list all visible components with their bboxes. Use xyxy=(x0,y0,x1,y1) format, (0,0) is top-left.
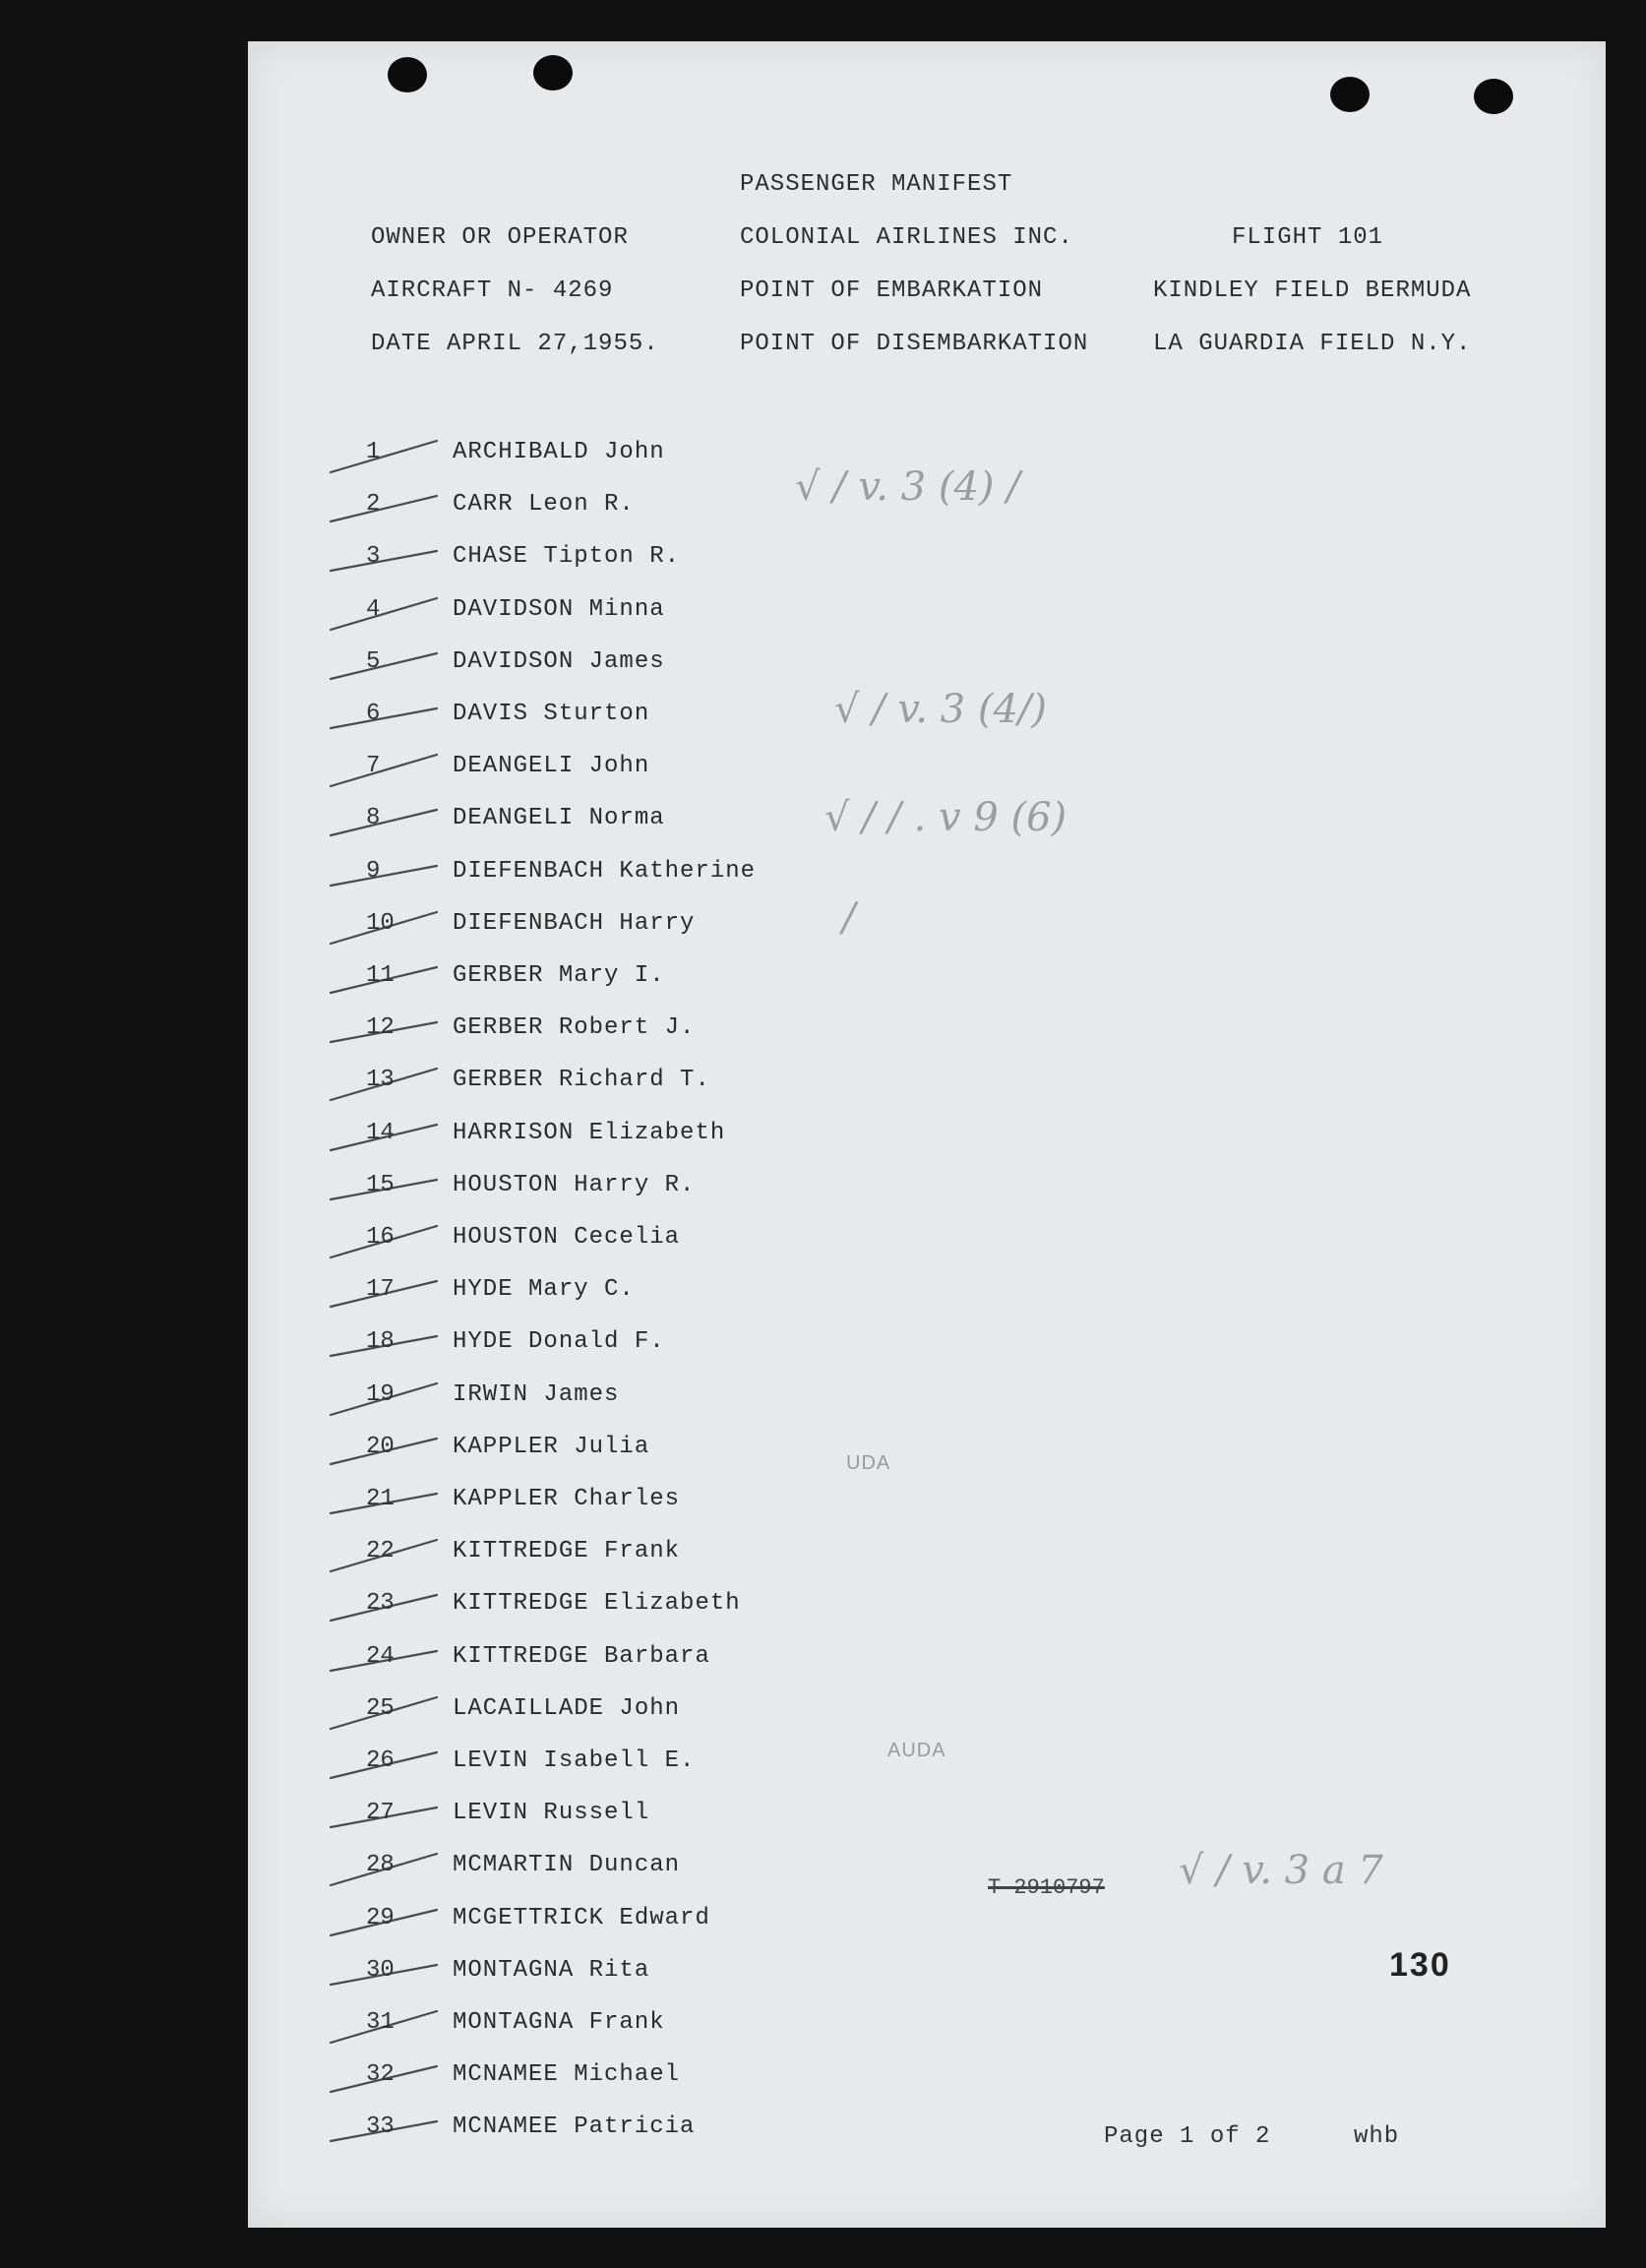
passenger-number: 30 xyxy=(366,1956,395,1984)
passenger-row xyxy=(248,2114,1606,2153)
passenger-number: 8 xyxy=(366,805,381,832)
stamp-mark: UDA xyxy=(846,1452,891,1474)
passenger-number: 12 xyxy=(366,1014,395,1042)
stamp-mark: AUDA xyxy=(887,1740,946,1761)
passenger-name: ARCHIBALD John xyxy=(453,439,665,465)
passenger-list xyxy=(248,41,1606,2228)
passenger-number: 24 xyxy=(366,1642,395,1670)
passenger-name: KAPPLER Charles xyxy=(453,1486,681,1512)
passenger-name: HYDE Mary C. xyxy=(453,1276,635,1304)
passenger-row xyxy=(248,753,1606,792)
passenger-name: KAPPLER Julia xyxy=(453,1433,650,1460)
passenger-number: 20 xyxy=(366,1433,395,1460)
manifest-page xyxy=(248,41,1606,2228)
passenger-name: LEVIN Isabell E. xyxy=(453,1747,696,1774)
passenger-row xyxy=(248,596,1606,636)
manifest-title: PASSENGER MANIFEST xyxy=(740,171,1013,198)
passenger-name: DAVIDSON Minna xyxy=(453,595,665,623)
passenger-name: CARR Leon R. xyxy=(453,491,635,519)
passenger-number: 18 xyxy=(366,1328,395,1356)
passenger-name: GERBER Mary I. xyxy=(453,962,665,989)
passenger-number: 4 xyxy=(366,595,381,623)
passenger-number: 3 xyxy=(366,543,381,571)
passenger-row xyxy=(248,1067,1606,1106)
passenger-name: DAVIS Sturton xyxy=(453,701,650,727)
passenger-row xyxy=(248,1905,1606,1944)
passenger-row xyxy=(248,910,1606,950)
passenger-number: 33 xyxy=(366,2114,395,2141)
passenger-name: HOUSTON Cecelia xyxy=(453,1224,681,1251)
passenger-number: 16 xyxy=(366,1224,395,1251)
passenger-name: MCNAMEE Michael xyxy=(453,2061,681,2089)
passenger-number: 10 xyxy=(366,909,395,937)
embarkation-label: POINT OF EMBARKATION xyxy=(740,277,1044,304)
passenger-row xyxy=(248,858,1606,897)
passenger-name: KITTREDGE Barbara xyxy=(453,1642,710,1670)
passenger-row xyxy=(248,1852,1606,1891)
passenger-number: 9 xyxy=(366,857,381,885)
passenger-name: HARRISON Elizabeth xyxy=(453,1119,726,1146)
passenger-name: MCMARTIN Duncan xyxy=(453,1852,681,1879)
passenger-number: 23 xyxy=(366,1590,395,1618)
passenger-number: 28 xyxy=(366,1852,395,1879)
passenger-number: 27 xyxy=(366,1800,395,1827)
embarkation-value: KINDLEY FIELD BERMUDA xyxy=(1153,277,1472,304)
handwritten-note: √ / v. 3 (4/) xyxy=(834,687,1047,732)
passenger-name: LACAILLADE John xyxy=(453,1694,681,1722)
passenger-row xyxy=(248,2061,1606,2101)
passenger-name: IRWIN James xyxy=(453,1380,620,1408)
handwritten-note: √ / v. 3 a 7 xyxy=(1179,1848,1383,1893)
passenger-number: 22 xyxy=(366,1538,395,1565)
passenger-row xyxy=(248,1224,1606,1263)
footer-initials: whb xyxy=(1354,2123,1400,2150)
owner-label: OWNER OR OPERATOR xyxy=(371,224,629,251)
passenger-number: 2 xyxy=(366,491,381,519)
passenger-row xyxy=(248,1800,1606,1839)
passenger-name: DIEFENBACH Katherine xyxy=(453,857,757,885)
passenger-name: CHASE Tipton R. xyxy=(453,543,681,571)
passenger-row xyxy=(248,1538,1606,1577)
passenger-row xyxy=(248,1172,1606,1211)
passenger-row xyxy=(248,648,1606,688)
passenger-row xyxy=(248,1486,1606,1525)
passenger-number: 14 xyxy=(366,1119,395,1146)
page-number: 130 xyxy=(1389,1946,1451,1984)
passenger-name: DEANGELI John xyxy=(453,753,650,780)
passenger-number: 15 xyxy=(366,1171,395,1198)
passenger-name: DAVIDSON James xyxy=(453,647,665,675)
passenger-number: 1 xyxy=(366,439,381,465)
footer-page-count: Page 1 of 2 xyxy=(1104,2123,1271,2150)
passenger-row xyxy=(248,1276,1606,1316)
passenger-name: KITTREDGE Frank xyxy=(453,1538,681,1565)
manifest-date: DATE APRIL 27,1955. xyxy=(371,331,659,357)
passenger-number: 17 xyxy=(366,1276,395,1304)
passenger-row xyxy=(248,1381,1606,1421)
flight-number: FLIGHT 101 xyxy=(1232,224,1384,251)
passenger-name: HOUSTON Harry R. xyxy=(453,1171,696,1198)
passenger-row xyxy=(248,1695,1606,1735)
passenger-row xyxy=(248,1120,1606,1159)
handwritten-note: √ / v. 3 (4) / xyxy=(795,464,1020,510)
passenger-name: MONTAGNA Rita xyxy=(453,1956,650,1984)
passenger-row xyxy=(248,962,1606,1002)
passenger-name: LEVIN Russell xyxy=(453,1800,650,1827)
passenger-name: GERBER Robert J. xyxy=(453,1014,696,1042)
passenger-name: MCNAMEE Patricia xyxy=(453,2114,696,2141)
passenger-name: HYDE Donald F. xyxy=(453,1328,665,1356)
owner-value: COLONIAL AIRLINES INC. xyxy=(740,224,1073,251)
aircraft-number: AIRCRAFT N- 4269 xyxy=(371,277,614,304)
passenger-number: 26 xyxy=(366,1747,395,1774)
passenger-name: GERBER Richard T. xyxy=(453,1067,710,1094)
disembarkation-label: POINT OF DISEMBARKATION xyxy=(740,331,1089,357)
passenger-number: 29 xyxy=(366,1904,395,1931)
passenger-name: KITTREDGE Elizabeth xyxy=(453,1590,741,1618)
passenger-name: DIEFENBACH Harry xyxy=(453,909,696,937)
passenger-number: 5 xyxy=(366,647,381,675)
passenger-row xyxy=(248,543,1606,582)
passenger-row xyxy=(248,1590,1606,1629)
passenger-number: 31 xyxy=(366,2009,395,2036)
passenger-row xyxy=(248,2009,1606,2049)
passenger-number: 19 xyxy=(366,1380,395,1408)
passenger-row xyxy=(248,1328,1606,1368)
passenger-number: 25 xyxy=(366,1694,395,1722)
struck-out-number: T 2910797 xyxy=(988,1875,1105,1900)
passenger-row xyxy=(248,1014,1606,1054)
passenger-number: 32 xyxy=(366,2061,395,2089)
passenger-row xyxy=(248,1643,1606,1683)
passenger-number: 11 xyxy=(366,962,395,989)
disembarkation-value: LA GUARDIA FIELD N.Y. xyxy=(1153,331,1472,357)
passenger-name: DEANGELI Norma xyxy=(453,805,665,832)
passenger-row xyxy=(248,1434,1606,1473)
passenger-number: 7 xyxy=(366,753,381,780)
passenger-number: 6 xyxy=(366,701,381,727)
passenger-number: 21 xyxy=(366,1486,395,1512)
passenger-number: 13 xyxy=(366,1067,395,1094)
handwritten-note: √ / / . v 9 (6) xyxy=(824,795,1067,840)
passenger-name: MONTAGNA Frank xyxy=(453,2009,665,2036)
handwritten-note: / xyxy=(842,895,856,941)
passenger-name: MCGETTRICK Edward xyxy=(453,1904,710,1931)
